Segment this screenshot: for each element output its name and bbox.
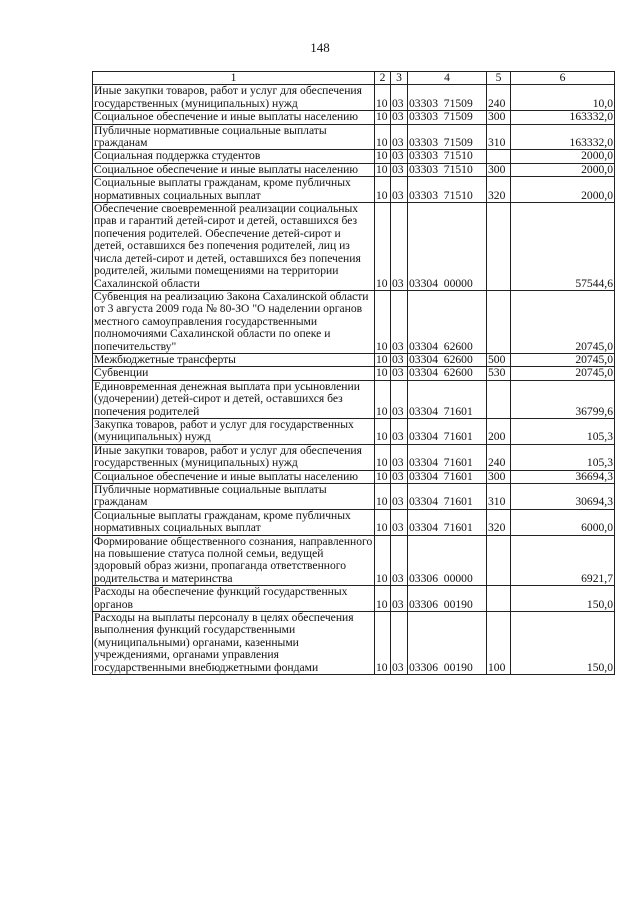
subsection-code-cell: 03: [391, 367, 408, 380]
amount-cell: 6000,0: [511, 509, 615, 535]
expense-type-cell: 300: [487, 470, 511, 483]
table-row: [93, 535, 615, 586]
expense-type-cell: [487, 203, 511, 291]
row-name-cell: Социальное обеспечение и иные выплаты населению: [93, 470, 375, 483]
section-code-cell: 10: [375, 367, 391, 380]
target-article-cell: 03303 71510: [408, 150, 487, 163]
target-article-cell: 03303 71509: [408, 124, 487, 150]
expense-type-cell: 320: [487, 177, 511, 203]
table-row: [93, 444, 615, 470]
table-row: [93, 586, 615, 612]
target-article-cell: 03304 71601: [408, 444, 487, 470]
subsection-code-cell: 03: [391, 203, 408, 291]
table-row: [93, 353, 615, 366]
expense-type-cell: 310: [487, 124, 511, 150]
target-article-cell: 03304 62600: [408, 353, 487, 366]
table-row: [93, 509, 615, 535]
table-header-row: [93, 72, 615, 85]
subsection-code-cell: 03: [391, 535, 408, 586]
expense-type-cell: 300: [487, 111, 511, 124]
target-article-cell: 03304 62600: [408, 290, 487, 353]
row-name-cell: Социальное обеспечение и иные выплаты населению: [93, 163, 375, 176]
target-article-cell: 03303 71509: [408, 85, 487, 111]
subsection-code-cell: 03: [391, 380, 408, 418]
row-name-cell: Субвенции: [93, 367, 375, 380]
section-code-cell: 10: [375, 203, 391, 291]
section-code-cell: 10: [375, 586, 391, 612]
subsection-code-cell: 03: [391, 444, 408, 470]
target-article-cell: 03304 62600: [408, 367, 487, 380]
row-name-cell: Социальная поддержка студентов: [93, 150, 375, 163]
subsection-code-cell: 03: [391, 85, 408, 111]
amount-cell: 20745,0: [511, 290, 615, 353]
column-header: 4: [408, 72, 487, 85]
subsection-code-cell: 03: [391, 470, 408, 483]
section-code-cell: 10: [375, 290, 391, 353]
section-code-cell: 10: [375, 418, 391, 444]
row-name-cell: Расходы на обеспечение функций государственных органов: [93, 586, 375, 612]
subsection-code-cell: 03: [391, 111, 408, 124]
expense-type-cell: 200: [487, 418, 511, 444]
expense-type-cell: [487, 586, 511, 612]
target-article-cell: 03306 00000: [408, 535, 487, 586]
table-row: [93, 470, 615, 483]
row-name-cell: Расходы на выплаты персоналу в целях обеспечения выполнения функций государственными (муниципальными) органами, казенными учреждениями, органами управления государственными внебюджетными фондами: [93, 612, 375, 675]
column-header: 3: [391, 72, 408, 85]
section-code-cell: 10: [375, 111, 391, 124]
subsection-code-cell: 03: [391, 124, 408, 150]
budget-table: [92, 71, 615, 675]
amount-cell: 2000,0: [511, 177, 615, 203]
subsection-code-cell: 03: [391, 612, 408, 675]
subsection-code-cell: 03: [391, 150, 408, 163]
expense-type-cell: 240: [487, 444, 511, 470]
table-row: [93, 177, 615, 203]
row-name-cell: Обеспечение своевременной реализации социальных прав и гарантий детей-сирот и детей, оставшихся без попечения родителей. Обеспечение детей-сирот и детей, оставшихся без попечения родителей, лиц из числа детей-сирот и детей, оставшихся без попечения родителей, жилыми помещениями на территории Сахалинской области: [93, 203, 375, 291]
section-code-cell: 10: [375, 353, 391, 366]
table-row: [93, 612, 615, 675]
expense-type-cell: 310: [487, 484, 511, 510]
column-header: 6: [511, 72, 615, 85]
target-article-cell: 03304 71601: [408, 470, 487, 483]
amount-cell: 163332,0: [511, 111, 615, 124]
table-row: [93, 418, 615, 444]
row-name-cell: Публичные нормативные социальные выплаты гражданам: [93, 124, 375, 150]
expense-type-cell: [487, 380, 511, 418]
section-code-cell: 10: [375, 535, 391, 586]
row-name-cell: Формирование общественного сознания, направленного на повышение статуса полной семьи, ведущей здоровый образ жизни, пропаганда ответственного родительства и материнства: [93, 535, 375, 586]
section-code-cell: 10: [375, 484, 391, 510]
table-row: [93, 150, 615, 163]
target-article-cell: 03306 00190: [408, 612, 487, 675]
table-row: [93, 203, 615, 291]
target-article-cell: 03304 00000: [408, 203, 487, 291]
target-article-cell: 03306 00190: [408, 586, 487, 612]
row-name-cell: Иные закупки товаров, работ и услуг для обеспечения государственных (муниципальных) нужд: [93, 85, 375, 111]
column-header: 1: [93, 72, 375, 85]
amount-cell: 2000,0: [511, 150, 615, 163]
amount-cell: 36694,3: [511, 470, 615, 483]
subsection-code-cell: 03: [391, 163, 408, 176]
expense-type-cell: 320: [487, 509, 511, 535]
expense-type-cell: 530: [487, 367, 511, 380]
row-name-cell: Единовременная денежная выплата при усыновлении (удочерении) детей-сирот и детей, оставшихся без попечения родителей: [93, 380, 375, 418]
table-row: [93, 380, 615, 418]
section-code-cell: 10: [375, 612, 391, 675]
section-code-cell: 10: [375, 85, 391, 111]
row-name-cell: Социальные выплаты гражданам, кроме публичных нормативных социальных выплат: [93, 177, 375, 203]
target-article-cell: 03304 71601: [408, 509, 487, 535]
page-number: 148: [310, 40, 330, 55]
target-article-cell: 03304 71601: [408, 484, 487, 510]
row-name-cell: Социальное обеспечение и иные выплаты населению: [93, 111, 375, 124]
amount-cell: 150,0: [511, 586, 615, 612]
row-name-cell: Социальные выплаты гражданам, кроме публичных нормативных социальных выплат: [93, 509, 375, 535]
table-row: [93, 290, 615, 353]
subsection-code-cell: 03: [391, 177, 408, 203]
amount-cell: 105,3: [511, 418, 615, 444]
row-name-cell: Межбюджетные трансферты: [93, 353, 375, 366]
table-row: [93, 484, 615, 510]
amount-cell: 57544,6: [511, 203, 615, 291]
section-code-cell: 10: [375, 150, 391, 163]
column-header: 2: [375, 72, 391, 85]
amount-cell: 30694,3: [511, 484, 615, 510]
section-code-cell: 10: [375, 470, 391, 483]
table-row: [93, 124, 615, 150]
amount-cell: 20745,0: [511, 353, 615, 366]
target-article-cell: 03303 71510: [408, 177, 487, 203]
section-code-cell: 10: [375, 444, 391, 470]
table-row: [93, 111, 615, 124]
section-code-cell: 10: [375, 124, 391, 150]
subsection-code-cell: 03: [391, 509, 408, 535]
row-name-cell: Публичные нормативные социальные выплаты гражданам: [93, 484, 375, 510]
amount-cell: 6921,7: [511, 535, 615, 586]
target-article-cell: 03304 71601: [408, 380, 487, 418]
subsection-code-cell: 03: [391, 353, 408, 366]
subsection-code-cell: 03: [391, 418, 408, 444]
row-name-cell: Субвенция на реализацию Закона Сахалинской области от 3 августа 2009 года № 80-ЗО "О наделении органов местного самоуправления государственными полномочиями Сахалинской области по опеке и попечительству": [93, 290, 375, 353]
amount-cell: 150,0: [511, 612, 615, 675]
target-article-cell: 03303 71509: [408, 111, 487, 124]
section-code-cell: 10: [375, 163, 391, 176]
amount-cell: 36799,6: [511, 380, 615, 418]
expense-type-cell: [487, 535, 511, 586]
row-name-cell: Иные закупки товаров, работ и услуг для обеспечения государственных (муниципальных) нужд: [93, 444, 375, 470]
column-header: 5: [487, 72, 511, 85]
section-code-cell: 10: [375, 177, 391, 203]
amount-cell: 163332,0: [511, 124, 615, 150]
expense-type-cell: 240: [487, 85, 511, 111]
section-code-cell: 10: [375, 509, 391, 535]
expense-type-cell: [487, 150, 511, 163]
subsection-code-cell: 03: [391, 484, 408, 510]
amount-cell: 20745,0: [511, 367, 615, 380]
row-name-cell: Закупка товаров, работ и услуг для государственных (муниципальных) нужд: [93, 418, 375, 444]
expense-type-cell: 500: [487, 353, 511, 366]
subsection-code-cell: 03: [391, 586, 408, 612]
target-article-cell: 03304 71601: [408, 418, 487, 444]
amount-cell: 105,3: [511, 444, 615, 470]
subsection-code-cell: 03: [391, 290, 408, 353]
expense-type-cell: 100: [487, 612, 511, 675]
section-code-cell: 10: [375, 380, 391, 418]
table-row: [93, 163, 615, 176]
expense-type-cell: [487, 290, 511, 353]
amount-cell: 2000,0: [511, 163, 615, 176]
amount-cell: 10,0: [511, 85, 615, 111]
target-article-cell: 03303 71510: [408, 163, 487, 176]
table-row: [93, 367, 615, 380]
expense-type-cell: 300: [487, 163, 511, 176]
table-row: [93, 85, 615, 111]
